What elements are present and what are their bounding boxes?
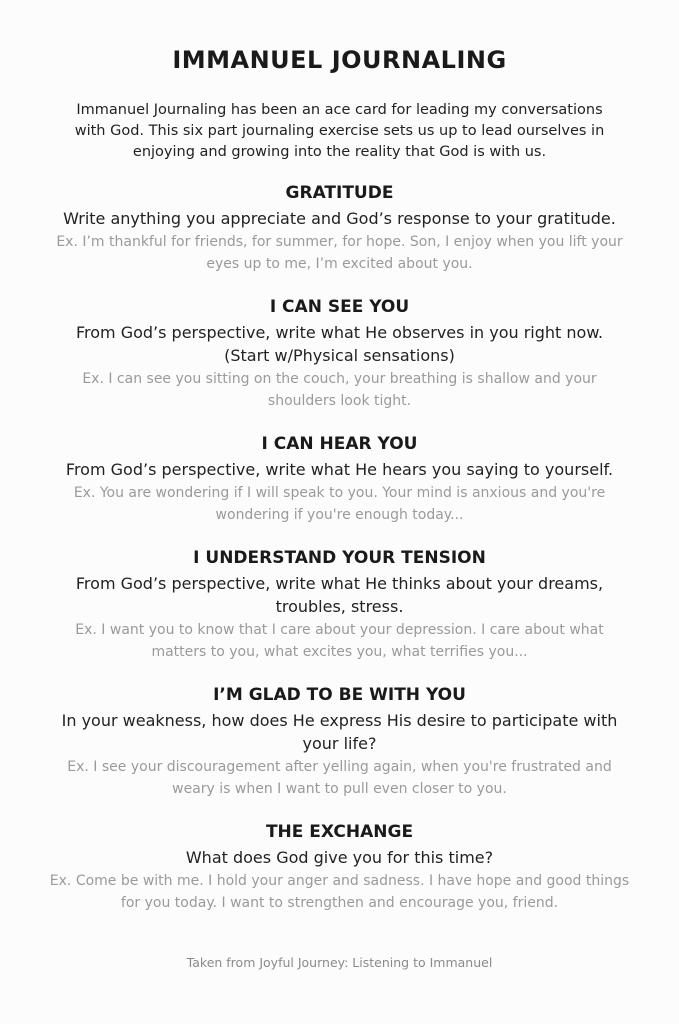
- section-heading: I UNDERSTAND YOUR TENSION: [193, 548, 486, 568]
- section-the-exchange: [40, 820, 639, 914]
- section-heading: I’M GLAD TO BE WITH YOU: [213, 685, 466, 705]
- intro-paragraph: Immanuel Journaling has been an ace card for leading my conversations with God. This six part journaling exercise sets us up to lead ourselves in enjoying and growing into the reality that God is with us.: [74, 102, 605, 160]
- section-heading: I CAN HEAR YOU: [261, 434, 418, 454]
- section-example: Ex. I’m thankful for friends, for summer, for hope. Son, I enjoy when you lift your eyes up to me, I’m excited about you.: [56, 234, 623, 272]
- section-example: Ex. Come be with me. I hold your anger and sadness. I have hope and good things for you today. I want to strengthen and encourage you, friend.: [49, 873, 630, 911]
- section-example: Ex. I can see you sitting on the couch, your breathing is shallow and your shoulders look tight.: [82, 371, 597, 409]
- section-heading: I CAN SEE YOU: [269, 297, 410, 317]
- section-instruction: Write anything you appreciate and God’s response to your gratitude.: [63, 209, 616, 228]
- section-i-can-see-you: [40, 295, 639, 412]
- section-instruction: From God’s perspective, write what He thinks about your dreams, troubles, stress.: [75, 574, 604, 616]
- section-instruction: In your weakness, how does He express His desire to participate with your life?: [61, 711, 618, 753]
- section-example: Ex. I see your discouragement after yelling again, when you're frustrated and weary is when I want to pull even closer to you.: [67, 759, 612, 797]
- section-example: Ex. I want you to know that I care about your depression. I care about what matters to you, what excites you, what terrifies you...: [75, 622, 604, 660]
- source-credit: Taken from Joyful Journey: Listening to Immanuel: [186, 955, 493, 970]
- section-heading: THE EXCHANGE: [265, 822, 414, 842]
- section-heading: GRATITUDE: [285, 183, 394, 203]
- section-instruction: From God’s perspective, write what He hears you saying to yourself.: [65, 460, 614, 479]
- section-instruction: What does God give you for this time?: [185, 848, 494, 867]
- section-instruction: From God’s perspective, write what He observes in you right now. (Start w/Physical sensations): [75, 323, 604, 365]
- section-i-understand-your-tension: [40, 546, 639, 663]
- page-title: IMMANUEL JOURNALING: [172, 46, 507, 74]
- section-gratitude: [40, 181, 639, 275]
- section-example: Ex. You are wondering if I will speak to you. Your mind is anxious and you're wondering if you're enough today...: [73, 485, 606, 523]
- section-i-can-hear-you: [40, 432, 639, 526]
- section-im-glad-to-be-with-you: [40, 683, 639, 800]
